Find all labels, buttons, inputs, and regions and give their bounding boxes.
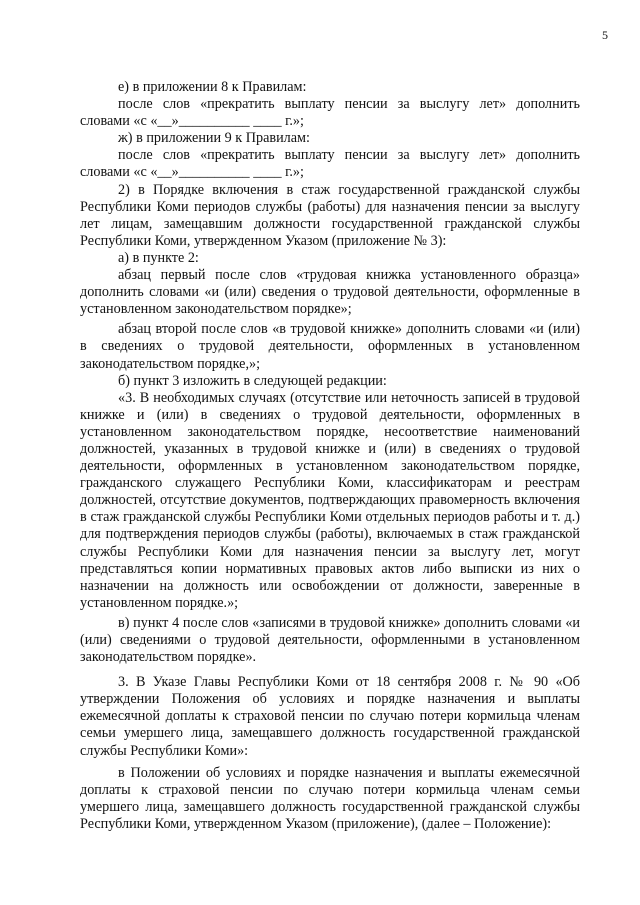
paragraph-appendix-9: ж) в приложении 9 к Правилам: — [118, 130, 310, 147]
paragraph-procedure: 2) в Порядке включения в стаж государственной гражданской службы Республики Коми периодов службы (работы) для назначения пенсии за выслугу лет лицам, замещавшим должности государственной гражданской службы Республики Коми, утвержденном Указом (приложение № 3): — [80, 181, 580, 249]
paragraph-second-abzac: абзац второй после слов «в трудовой книжке» дополнить словами «и (или) в сведениях о трудовой деятельности, оформленных в установленном законодательством порядке,»; — [80, 321, 580, 372]
paragraph-appendix-9-text: после слов «прекратить выплату пенсии за выслугу лет» дополнить словами «с «__»__________ ____ г.»; — [80, 147, 580, 181]
paragraph-item-3-intro: б) пункт 3 изложить в следующей редакции: — [118, 372, 387, 389]
paragraph-appendix-8-text: после слов «прекратить выплату пенсии за выслугу лет» дополнить словами «с «__»__________ ____ г.»; — [80, 96, 580, 130]
paragraph-appendix-8: е) в приложении 8 к Правилам: — [118, 79, 307, 95]
paragraph-decree-90: 3. В Указе Главы Республики Коми от 18 сентября 2008 г. № 90 «Об утверждении Положения об условиях и порядке назначения и выплаты ежемесячной доплаты к страховой пенсии по случаю потери кормильца членам семьи умершего лица, замещавшего должность государственной гражданской службы Республики Коми»: — [80, 674, 580, 759]
paragraph-first-abzac: абзац первый после слов «трудовая книжка установленного образца» дополнить словами «и (или) сведения о трудовой деятельности, оформленные в установленном законодательством порядке»; — [80, 267, 580, 318]
paragraph-item-3-text: «3. В необходимых случаях (отсутствие или неточность записей в трудовой книжке и (или) в сведениях о трудовой деятельности, оформленных в установленном законодательством порядке, несоответствие наименований должностей, указанных в трудовой книжке и (или) в сведениях о трудовой деятельности, оформленных в установленном законодательством порядке, гражданского служащего Республики Коми, классификаторам и реестрам должностей, отсутствие документов, подтверждающих правомерность включения в стаж гражданской службы Республики Коми отдельных периодов работы и т. д.) для подтверждения периодов службы (работы), включаемых в стаж гражданской службы Республики Коми для назначения пенсии за выслугу лет, могут представляться копии нормативных правовых актов либо выписки из них о назначении на должность или освобождении от должности, заверенные в установленном порядке.»; — [80, 389, 580, 611]
page-number: 5 — [602, 28, 608, 42]
paragraph-item-4: в) пункт 4 после слов «записями в трудовой книжке» дополнить словами «и (или) сведениями о трудовой деятельности, оформленными в установленном законодательством порядке». — [80, 614, 580, 666]
document-body — [80, 79, 580, 833]
paragraph-item-2: а) в пункте 2: — [118, 249, 199, 266]
paragraph-regulation: в Положении об условиях и порядке назначения и выплаты ежемесячной доплаты к страховой пенсии по случаю потери кормильца членам семьи умершего лица, замещавшего должность государственной гражданской службы Республики Коми, утвержденном Указом (приложение), (далее – Положение): — [80, 764, 580, 832]
